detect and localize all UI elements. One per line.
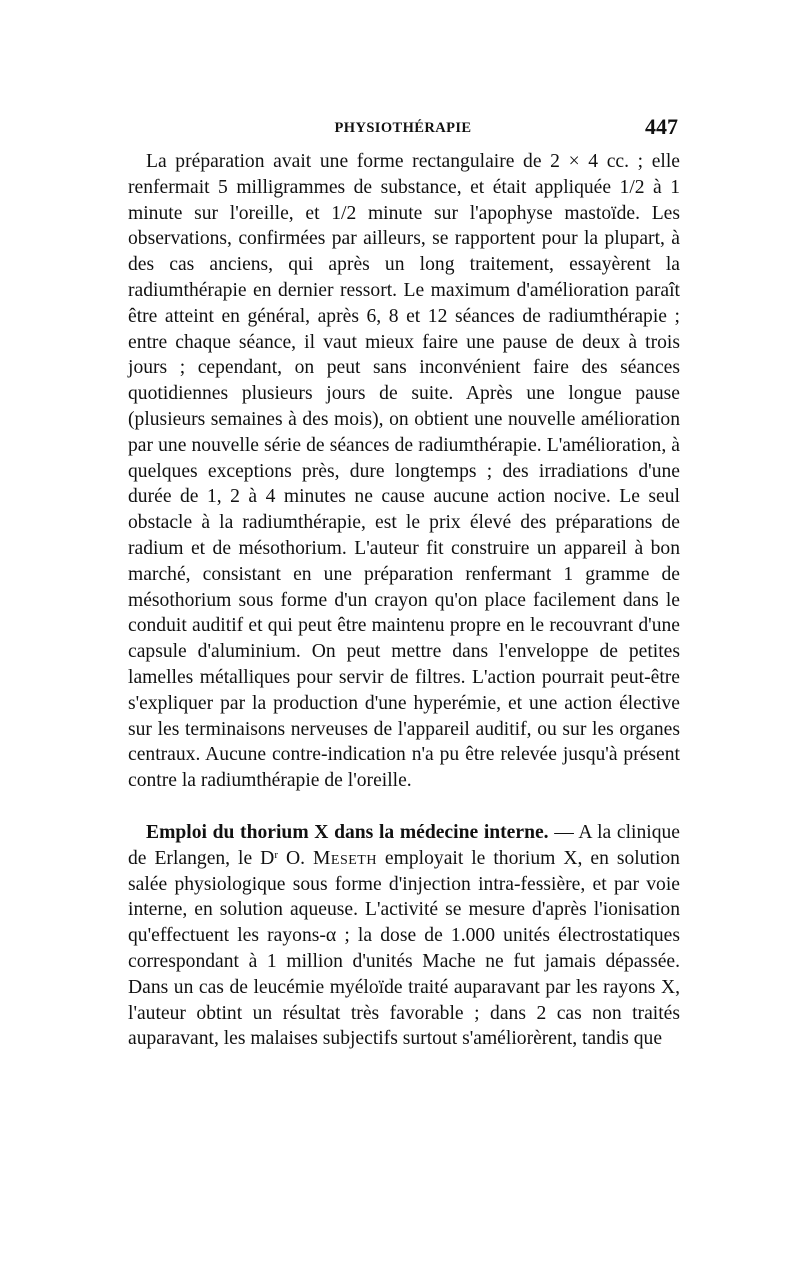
paragraph-radiumtherapy: La préparation avait une forme rectangulaire de 2 × 4 cc. ; elle renfermait 5 milligrammes de substance, et était appliquée 1/2 à 1 minute sur l'oreille, et 1/2 minute sur l'apophyse mastoïde. Les observations, confirmées par ailleurs, se rapportent pour la plupart, à des cas anciens, qui après un long traitement, essayèrent la radiumthérapie en dernier ressort. Le maximum d'amélioration paraît être atteint en général, après 6, 8 et 12 séances de radiumthérapie ; entre chaque séance, il vaut mieux faire une pause de deux à trois jours ; cependant, on peut sans inconvénient faire des séances quotidiennes plusieurs jours de suite. Après une longue pause (plusieurs semaines à des mois), on obtient une nouvelle amélioration par une nouvelle série de séances de radiumthérapie. L'amélioration, à quelques exceptions près, dure longtemps ; des irradiations d'une durée de 1, 2 à 4 minutes ne cause aucune action nocive. Le seul obstacle à la radiumthérapie, est le prix élevé des préparations de radium et de mésothorium. L'auteur fit construire un appareil à bon marché, consistant en une préparation renfermant 1 gramme de mésothorium sous forme d'un crayon qu'on place facilement dans le conduit auditif et qui peut être maintenu propre en le recouvrant d'une capsule d'aluminium. On peut mettre dans l'enveloppe de petites lamelles métalliques pour servir de filtres. L'action pourrait peut-être s'expliquer par la production d'une hyperémie, et une action élective sur les terminaisons nerveuses de l'appareil auditif, ou sur les organes centraux. Aucune contre-indication n'a pu être relevée jusqu'à présent contre la radiumthérapie de l'oreille. [128,151,680,792]
doctor-superscript: r [274,848,278,861]
paragraph-thorium [128,820,680,1052]
running-title: PHYSIOTHÉRAPIE [334,120,472,136]
section-text-part-c: employait le thorium X, en solution salée physiologique sous forme d'injection intra-fessière, et par voie interne, en solution aqueuse. L'activité se mesure d'après l'ionisation qu'effectuent les rayons-α ; la dose de 1.000 unités électrostatiques correspondant à 1 million d'unités Mache ne fut jamais dépassée. Dans un cas de leucémie myéloïde traité auparavant par les rayons X, l'auteur obtint un résultat très favorable ; dans 2 cas non traités auparavant, les malaises subjectifs surtout s'améliorèrent, tandis que [128,847,680,1050]
section-text-part-a: A la clinique de Erlangen, le D [128,821,681,869]
section-text-part-b: O. [277,847,313,869]
author-name: Meseth [312,847,377,869]
body-text [128,149,680,1052]
section-heading: Emploi du thorium X dans la médecine interne. [146,821,549,843]
paragraph-spacer [128,794,680,820]
running-head [128,114,678,142]
section-dash: — [548,821,579,843]
page-number: 447 [645,114,678,139]
